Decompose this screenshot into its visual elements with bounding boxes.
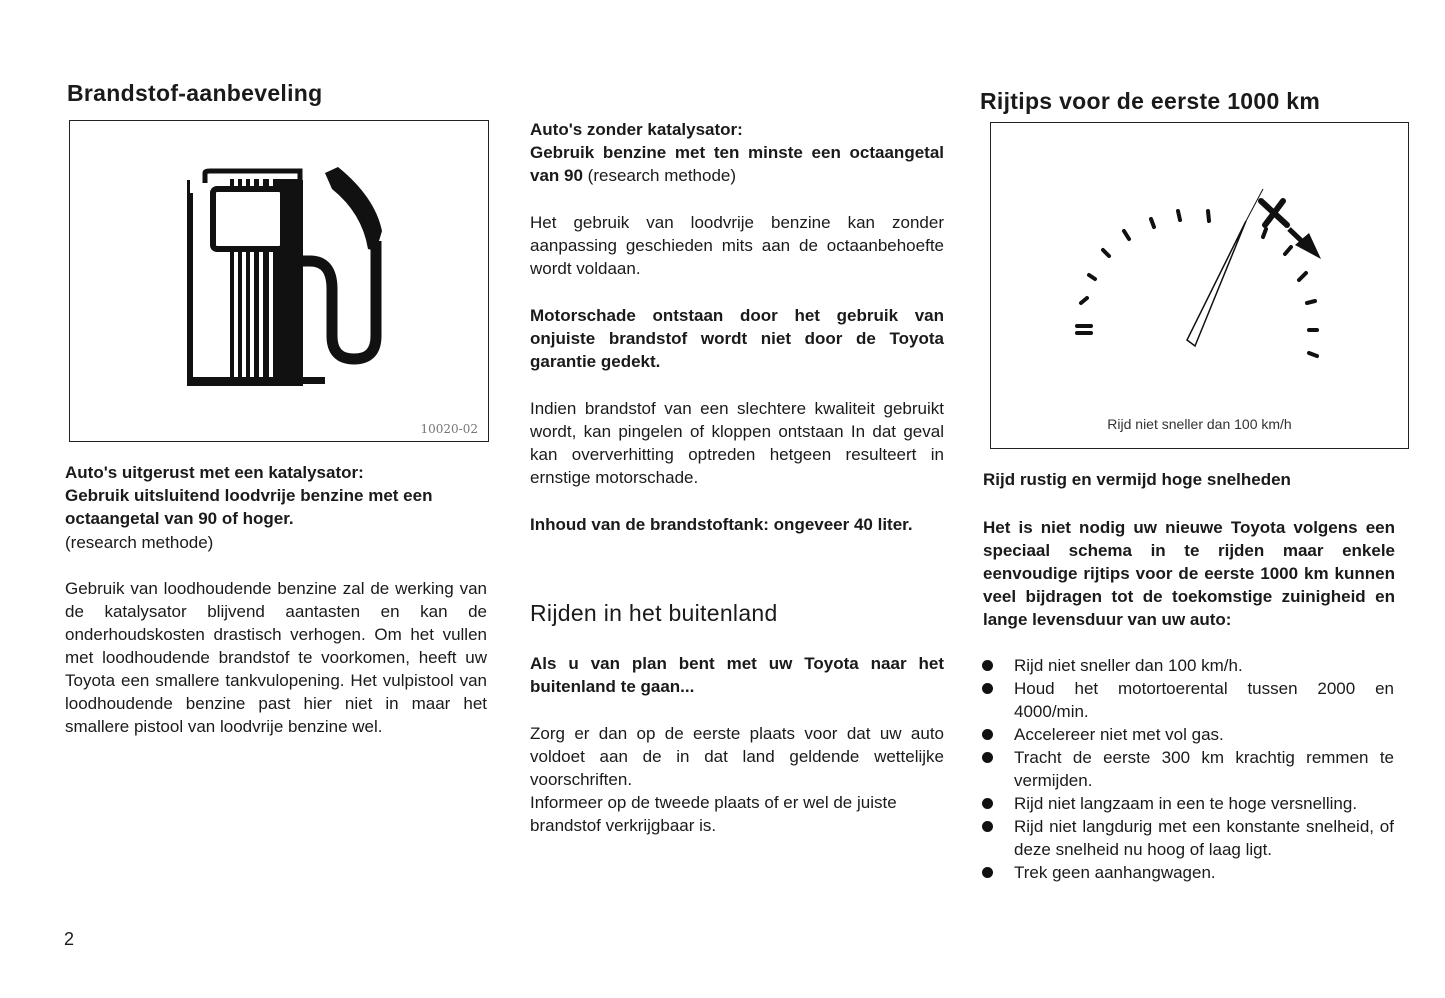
unleaded-paragraph: Het gebruik van loodvrije benzine kan zonder aanpassing geschieden mits aan de octaanbehoefte wordt voldaan. bbox=[530, 213, 944, 278]
fuel-recommendation-heading: Brandstof-aanbeveling bbox=[67, 80, 323, 106]
leaded-fuel-paragraph: Gebruik van loodhoudende benzine zal de werking van de katalysator blijvend aantasten en kan de onderhoudskosten drastisch verhogen. Om het vullen met loodhoudende brandstof te voorkomen, heeft uw Toyota een smallere tankvulopening. Het vulpistool van loodhoudende benzine past hier niet in maar het smallere pistool van loodvrije benzine wel. bbox=[65, 579, 487, 736]
abroad-paragraph-2: Informeer op de tweede plaats of er wel de juiste brandstof verkrijgbaar is. bbox=[530, 793, 897, 835]
drive-calmly-heading: Rijd rustig en vermijd hoge snelheden bbox=[983, 470, 1291, 489]
speedometer-caption: Rijd niet sneller dan 100 km/h bbox=[1107, 416, 1292, 432]
driving-abroad-text bbox=[530, 722, 944, 837]
warranty-warning: Motorschade ontstaan door het gebruik van onjuiste brandstof wordt niet door de Toyota garantie gedekt. bbox=[530, 306, 944, 371]
bullet-icon bbox=[982, 798, 993, 809]
bullet-icon bbox=[982, 752, 993, 763]
list-item: Rijd niet langzaam in een te hoge versnelling. bbox=[982, 792, 1394, 815]
bullet-icon bbox=[982, 821, 993, 832]
abroad-paragraph-1: Zorg er dan op de eerste plaats voor dat uw auto voldoet aan de in dat land geldende wettelijke voorschriften. bbox=[530, 724, 944, 789]
figure-code: 10020-02 bbox=[420, 422, 478, 436]
bullet-icon bbox=[982, 660, 993, 671]
no-catalyst-section bbox=[530, 118, 944, 187]
list-item: Accelereer niet met vol gas. bbox=[982, 723, 1394, 746]
list-item: Rijd niet langdurig met een konstante snelheid, of deze snelheid nu hoog of laag ligt. bbox=[982, 815, 1394, 861]
speedometer-figure bbox=[990, 122, 1409, 449]
driving-tips-heading: Rijtips voor de eerste 1000 km bbox=[980, 88, 1321, 114]
bullet-icon bbox=[982, 683, 993, 694]
fuel-pump-figure bbox=[69, 120, 489, 442]
driving-abroad-intro: Als u van plan bent met uw Toyota naar het buitenland te gaan... bbox=[530, 654, 944, 696]
driving-abroad-heading: Rijden in het buitenland bbox=[530, 600, 778, 626]
list-item: Rijd niet sneller dan 100 km/h. bbox=[982, 654, 1394, 677]
no-catalyst-note: (research methode) bbox=[587, 166, 737, 185]
catalyst-section bbox=[65, 461, 489, 530]
driving-tips-intro: Het is niet nodig uw nieuwe Toyota volgens een speciaal schema in te rijden maar enkele eenvoudige rijtips voor de eerste 1000 km kunnen veel bijdragen tot de toekomstige zuinigheid en lange levensduur van uw auto: bbox=[983, 518, 1395, 629]
no-catalyst-title: Auto's zonder katalysator: bbox=[530, 120, 743, 139]
bullet-icon bbox=[982, 729, 993, 740]
fuel-pump-icon bbox=[70, 121, 487, 440]
page-number: 2 bbox=[64, 929, 75, 949]
catalyst-body: Gebruik uitsluitend loodvrije benzine met een octaangetal van 90 of hoger. bbox=[65, 486, 433, 528]
list-item: Houd het motortoerental tussen 2000 en 4000/min. bbox=[982, 677, 1394, 723]
list-item: Tracht de eerste 300 km krachtig remmen te vermijden. bbox=[982, 746, 1394, 792]
catalyst-title: Auto's uitgerust met een katalysator: bbox=[65, 463, 364, 482]
no-catalyst-body: Gebruik benzine met ten minste een octaangetal van 90 bbox=[530, 143, 944, 185]
bullet-icon bbox=[982, 867, 993, 878]
catalyst-note: (research methode) bbox=[65, 533, 214, 552]
fuel-quality-paragraph: Indien brandstof van een slechtere kwaliteit gebruikt wordt, kan pingelen of kloppen ontstaan In dat geval kan oververhitting optreden hetgeen resulteert in ernstige motorschade. bbox=[530, 399, 944, 487]
tank-capacity: Inhoud van de brandstoftank: ongeveer 40 liter. bbox=[530, 515, 913, 534]
driving-tips-list bbox=[982, 654, 1394, 884]
speedometer-icon bbox=[991, 123, 1407, 447]
list-item: Trek geen aanhangwagen. bbox=[982, 861, 1394, 884]
